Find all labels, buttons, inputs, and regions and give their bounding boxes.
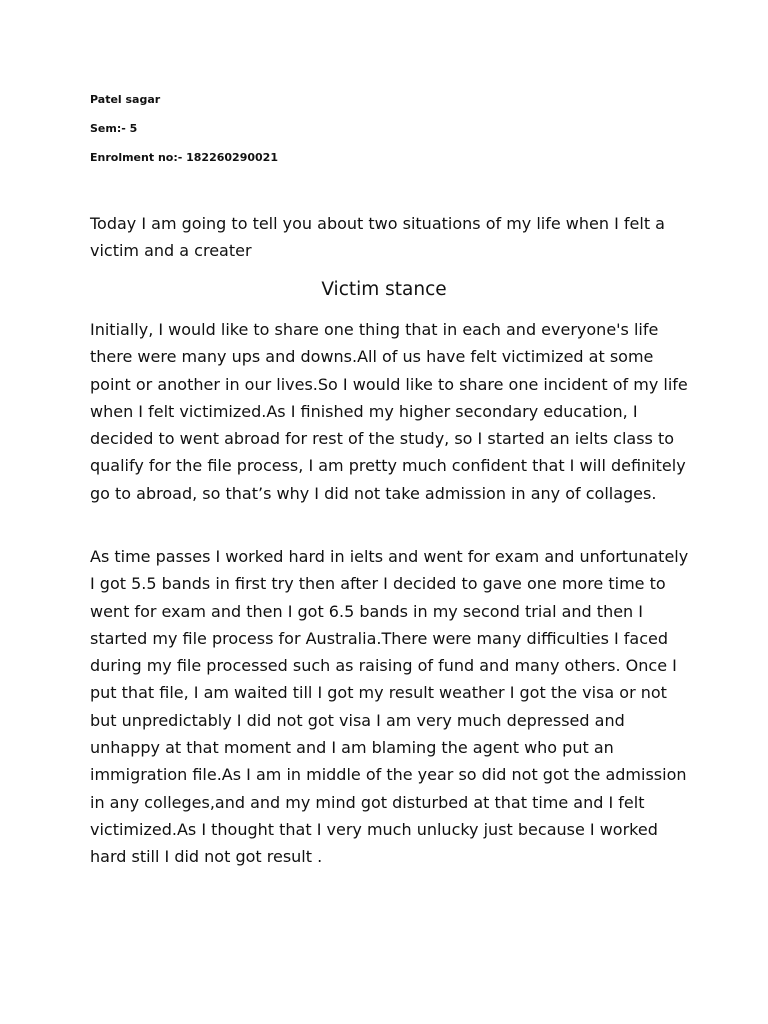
student-name: Patel sagar (90, 93, 161, 106)
paragraph-2: As time passes I worked hard in ielts and went for exam and unfortunately I got 5.5 bands in first try then after I decided to gave one more time to went for exam and then I got 6.5 bands in my second trial and then I started my file process for Australia.There were many difficulties I faced during my file processed such as raising of fund and many others. Once I put that file, I am waited till I got my result weather I got the visa or not but unpredictably I did not got visa I am very much depressed and unhappy at that moment and I am blaming the agent who put an immigration file.As I am in middle of the year so did not got the admission in any colleges,and and my mind got disturbed at that time and I felt victimized.As I thought that I very much unlucky just because I worked hard still I did not got result . (90, 547, 689, 867)
semester: Sem:- 5 (90, 122, 138, 135)
student-info (90, 93, 690, 180)
intro-text: Today I am going to tell you about two situations of my life when I felt a victim and a creater (90, 214, 665, 260)
paragraph-1: Initially, I would like to share one thing that in each and everyone's life there were many ups and downs.All of us have felt victimized at some point or another in our lives.So I would like to share one incident of my life when I felt victimized.As I finished my higher secondary education, I decided to went abroad for rest of the study, so I started an ielts class to qualify for the file process, I am pretty much confident that I will definitely go to abroad, so that’s why I did not take admission in any of collages. (90, 320, 688, 503)
section-title: Victim stance (321, 279, 447, 300)
enrolment-number: Enrolment no:- 182260290021 (90, 151, 278, 164)
